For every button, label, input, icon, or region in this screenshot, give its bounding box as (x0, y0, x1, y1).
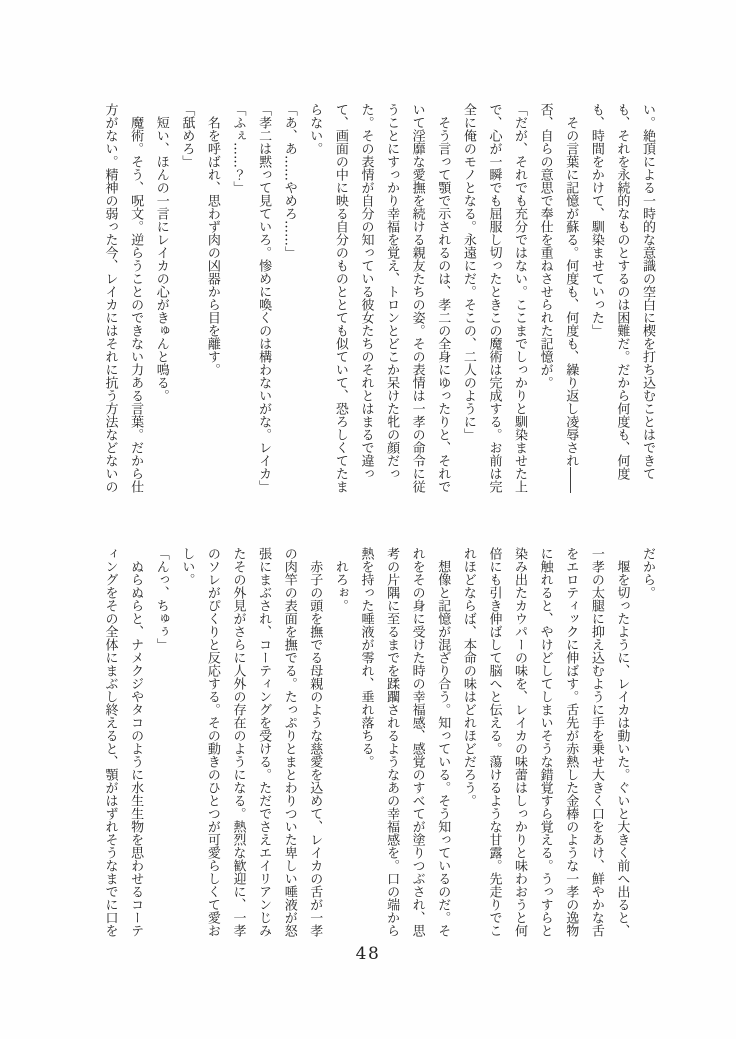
text-column: 魔術。そう、呪文。逆らうことのできない力ある言葉。だから仕 (128, 103, 144, 493)
text-column: た。その表情が自分の知っている彼女たちのそれとはまるで違っ (358, 103, 374, 480)
page-number: 48 (355, 944, 381, 964)
text-column: たその外見がさらに人外の存在のようになる。熱烈な歓迎に、一孝 (230, 547, 246, 937)
text-column: うことにすっかり幸福を覚え、トロンとどこか呆けた牝の顔だっ (384, 103, 400, 480)
text-column: 方がない。精神の弱った今、レイカにはそれに抗う方法などないの (102, 103, 118, 493)
text-column: 名を呼ばれ、思わず肉の凶器から目を離す。 (204, 103, 220, 376)
text-column: 堰を切ったように、レイカは動いた。ぐいと大きく前へ出ると、 (614, 547, 630, 937)
text-column: しい。 (179, 547, 195, 586)
text-column: 張にまぶされ、コーティングを受ける。ただでさえエイリアンじみ (256, 547, 272, 937)
text-column: も、時間をかけて、馴染ませていった」 (588, 103, 604, 337)
text-column: 否、自らの意思で奉仕を重ねさせられた記憶が。 (537, 103, 553, 389)
text-column: て、画面の中に映る自分のものととても似ていて、恐ろしくてたま (332, 103, 348, 493)
text-column: 想像と記憶が混ざり合う。知っている。そう知っているのだ。そ (435, 547, 451, 937)
text-column: の肉竿の表面を撫でる。たっぷりとまとわりついた卑しい唾液が怒 (281, 547, 297, 937)
text-column: らない。 (307, 103, 323, 155)
text-column: 「あ、あ……やめろ……」 (281, 103, 297, 259)
text-column: 全に俺のモノとなる。永遠にだ。そこの、二人のように」 (460, 103, 476, 441)
text-column: い。絶頂による一時的な意識の空白に楔を打ち込むことはできて (640, 103, 655, 480)
text-column: 短い、ほんの一言にレイカの心がきゅんと鳴る。 (153, 103, 169, 402)
text-column: に触れると、やけどしてしまいそうな錯覚すら覚える。うっすらと (537, 547, 553, 937)
text-column: のソレがぴくりと反応する。その動きのひとつが可愛らしくて愛お (204, 547, 220, 937)
text-column: 「舐めろ」 (179, 103, 195, 168)
text-column: いて淫靡な愛撫を続ける親友たちの姿。その表情は一孝の命令に従 (409, 103, 425, 493)
text-column: だから。 (640, 547, 655, 599)
text-column: れほどならば、本命の味はどれほどだろう。 (460, 547, 476, 807)
text-column: ィングをその全体にまぶし終えると、顎がはずれそうなまでに口を (102, 547, 118, 937)
text-column: 「だが、それでも充分ではない。ここまでしっかりと馴染ませた上 (512, 103, 528, 493)
text-block-bottom (97, 547, 660, 937)
text-column: で、心が一瞬でも屈服し切ったときこの魔術は完成する。お前は完 (486, 103, 502, 493)
text-column: ぬらぬらと、ナメクジやタコのように水生生物を思わせるコーテ (128, 547, 144, 937)
text-column: 考の片隅に至るまでを蹂躙されるようなあの幸福感を。口の端から (384, 547, 400, 937)
text-column: をエロティックに伸ばす。舌先が赤熱した金棒のような一孝の逸物 (563, 547, 579, 937)
text-column: その言葉に記憶が蘇る。何度も、何度も、繰り返し凌辱され―― (563, 103, 579, 493)
text-column: 熱を持った唾液が零れ、垂れ落ちる。 (358, 547, 374, 768)
text-column: も、それを永続的なものとするのは困難だ。だから何度も、何度 (614, 103, 630, 480)
text-block-top (97, 103, 660, 493)
text-column: そう言って顎で示されるのは、孝二の全身にゆったりと、それで (435, 103, 451, 493)
text-column: れろぉ。 (332, 547, 348, 612)
text-column: 一孝の太腿に抑え込むように手を乗せ大きく口をあけ、鮮やかな舌 (588, 547, 604, 937)
text-column: 染み出たカウパーの味を、レイカの味蕾はしっかりと味わおうと何 (512, 547, 528, 937)
text-column: 赤子の頭を撫でる母親のような慈愛を込めて、レイカの舌が一孝 (307, 547, 323, 937)
text-column: れをその身に受けた時の幸福感、感覚のすべてが塗りつぶされ、思 (409, 547, 425, 937)
text-column: 倍にも引き伸ばして脳へと伝える。蕩けるような甘露。先走りでこ (486, 547, 502, 937)
text-column: 「孝二は黙って見ていろ。惨めに喚くのは構わないがな。レイカ」 (256, 103, 272, 493)
text-column: 「ふぇ……？」 (230, 103, 246, 194)
text-column: 「んっ、ちゅぅ」 (153, 547, 169, 651)
